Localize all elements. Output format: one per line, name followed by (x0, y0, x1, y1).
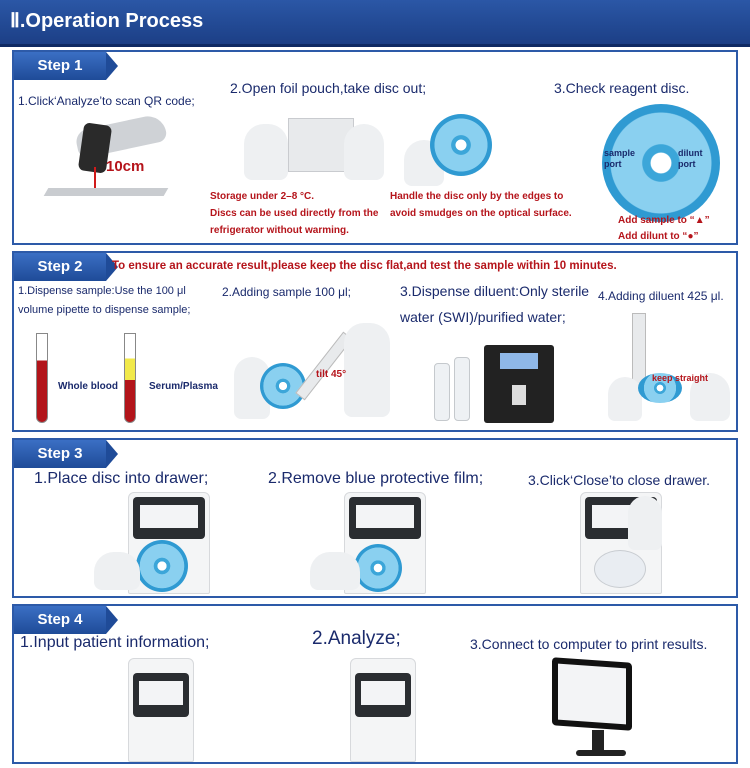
disc-in-drawer-2 (354, 544, 402, 592)
step-3-item-2: 2.Remove blue protective film; (268, 470, 484, 487)
step-2-item-3a: 3.Dispense diluent:Only sterile (400, 283, 590, 299)
add-sample-text: Add sample to “ (618, 215, 695, 226)
diluent-port-label (678, 148, 703, 170)
glove-3 (628, 496, 662, 550)
handle-line-2: avoid smudges on the optical surface. (390, 208, 572, 219)
step-4-item-3: 3.Connect to computer to print results. (470, 636, 708, 652)
step-4-tab: Step 4 (14, 606, 106, 634)
add-sample-note (618, 212, 710, 229)
water-purifier-image (484, 345, 554, 423)
serum-label: Serum/Plasma (149, 381, 218, 392)
scanner-image (36, 112, 186, 202)
adding-sample-image (234, 309, 394, 421)
step-4-item-1: 1.Input patient information; (20, 634, 210, 651)
sample-port-text-2: port (604, 159, 622, 169)
serum-tube (124, 333, 136, 423)
ampoule-image (432, 353, 476, 423)
step-3-panel (12, 438, 738, 598)
step-2-tab: Step 2 (14, 253, 106, 281)
disc-in-hand-image (404, 112, 504, 186)
add-diluent-text: Add dilunt to “ (618, 231, 688, 242)
diluent-port-text-1: dilunt (678, 148, 703, 158)
handle-line-1: Handle the disc only by the edges to (390, 191, 564, 202)
circle-icon: ● (687, 231, 694, 242)
distance-label: 10cm (106, 158, 145, 175)
step-4-panel (12, 604, 738, 764)
step-1-item-2: 2.Open foil pouch,take disc out; (230, 80, 427, 96)
disc-in-drawer-1 (136, 540, 188, 592)
whole-blood-label: Whole blood (58, 381, 118, 392)
closed-drawer-disc (594, 550, 646, 588)
step-3-tab: Step 3 (14, 440, 106, 468)
step-1-item-1: 1.Click‘Analyze’to scan QR code; (18, 94, 195, 108)
step-2-item-1b: volume pipette to dispense sample; (18, 304, 191, 316)
glove-2 (310, 552, 360, 590)
analyzer-analyze (350, 658, 416, 762)
diluent-port-text-2: port (678, 159, 696, 169)
keep-straight-label: keep straight (652, 373, 709, 383)
glove-1 (94, 552, 140, 590)
storage-line-2: Discs can be used directly from the (210, 208, 379, 219)
step-2-item-4: 4.Adding diluent 425 μl. (598, 289, 724, 303)
tilt-label: tilt 45° (316, 369, 347, 380)
section-header (0, 0, 750, 47)
step-2-item-2: 2.Adding sample 100 μl; (222, 285, 351, 299)
step-1-tab: Step 1 (14, 52, 106, 80)
triangle-icon: ▲ (694, 215, 705, 226)
section-title: Ⅱ.Operation Process (10, 10, 204, 32)
sample-port-text-1: sample (604, 148, 636, 158)
step-4-item-2: 2.Analyze; (312, 628, 401, 649)
step-1-panel (12, 50, 738, 245)
foil-pouch-image (244, 114, 384, 184)
add-diluent-note (618, 228, 698, 245)
step-2-panel (12, 251, 738, 432)
storage-line-3: refrigerator without warming. (210, 225, 349, 236)
storage-line-1: Storage under 2–8 °C. (210, 191, 315, 202)
step-2-item-3b: water (SWI)/purified water; (400, 309, 566, 325)
add-sample-quote: ” (704, 215, 710, 226)
computer-monitor-image (552, 660, 642, 760)
step-1-item-3: 3.Check reagent disc. (554, 80, 690, 96)
sample-port-label (604, 148, 635, 170)
step-3-item-3: 3.Click‘Close’to close drawer. (528, 472, 711, 488)
step-2-notice: To ensure an accurate result,please keep the disc flat,and test the sample within 10 minutes. (112, 260, 617, 272)
analyzer-input (128, 658, 194, 762)
step-2-item-1a: 1.Dispense sample:Use the 100 μl (18, 285, 186, 297)
step-3-item-1: 1.Place disc into drawer; (34, 470, 209, 487)
whole-blood-tube (36, 333, 48, 423)
adding-diluent-image (604, 313, 734, 423)
add-diluent-quote: ” (693, 231, 699, 242)
